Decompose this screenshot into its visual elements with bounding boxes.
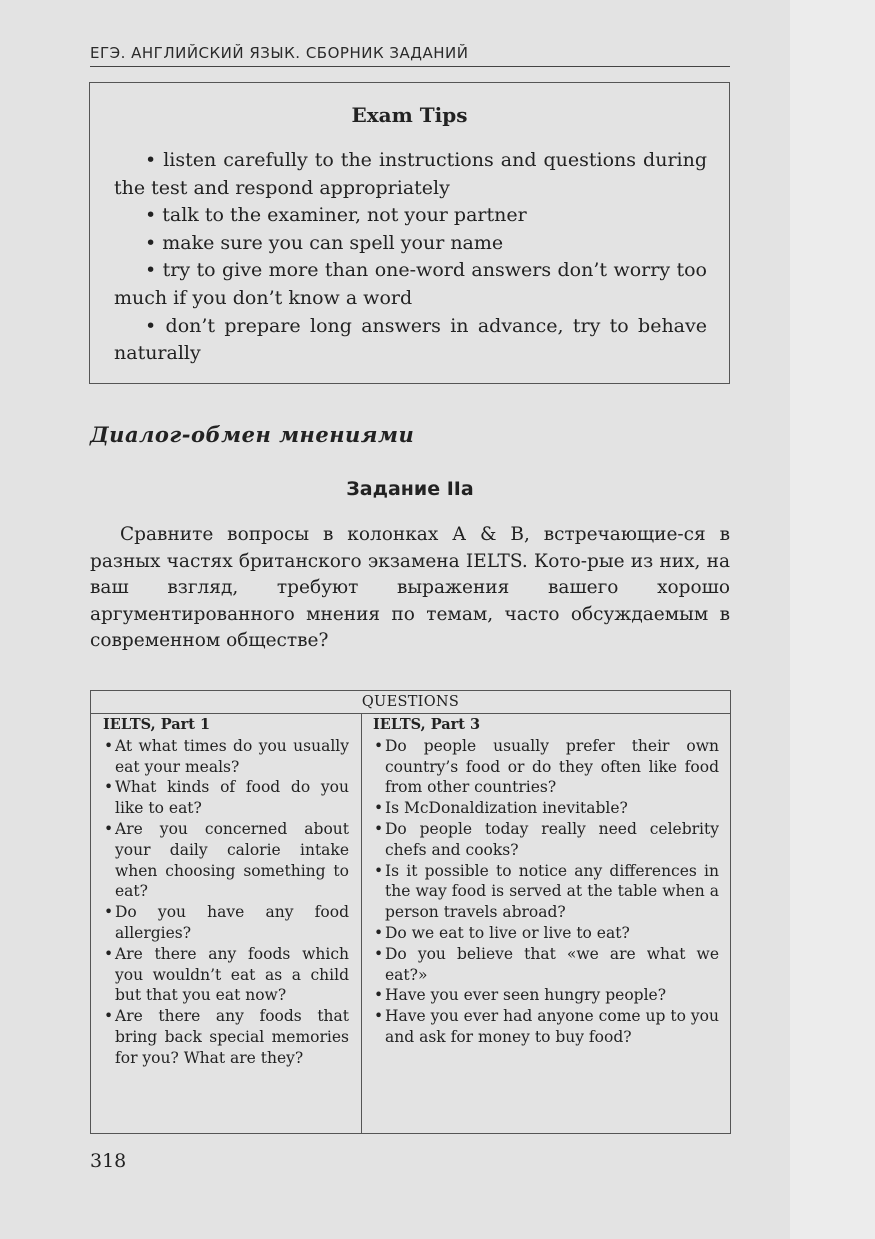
column-divider [361, 714, 362, 1133]
running-head: ЕГЭ. АНГЛИЙСКИЙ ЯЗЫК. СБОРНИК ЗАДАНИЙ [90, 44, 730, 67]
tip-item: • try to give more than one-word answers don’t worry too much if you don’t know a word [114, 259, 707, 309]
part1-column [103, 715, 349, 1133]
part3-question: • Is McDonaldization inevitable? [373, 798, 719, 819]
part1-list [103, 736, 349, 1069]
task-text: Сравните вопросы в колонках А & В, встречающие-ся в разных частях британского экзамена IELTS. Кото-рые из них, на ваш взгляд, требуют выражения вашего хорошо аргументированного мнения по темам, часто обсуждаемым в современном обществе? [90, 524, 730, 651]
exam-tips-title: Exam Tips [351, 103, 468, 127]
exam-tips-box [89, 82, 730, 384]
task-title: Задание IIa [346, 478, 474, 500]
part1-question: • Do you have any food allergies? [103, 902, 349, 944]
part1-question: • What kinds of food do you like to eat? [103, 777, 349, 819]
part1-question: • At what times do you usually eat your meals? [103, 736, 349, 778]
part3-column [373, 715, 719, 1133]
page-edge [790, 0, 875, 1239]
tip-item: • listen carefully to the instructions and questions during the test and respond appropriately [114, 149, 707, 199]
tip-item: • talk to the examiner, not your partner [145, 204, 527, 227]
part3-list [373, 736, 719, 1048]
part3-question: • Do you believe that «we are what we eat?» [373, 944, 719, 986]
part1-question: • Are there any foods that bring back special memories for you? What are they? [103, 1006, 349, 1068]
tip-item: • make sure you can spell your name [145, 231, 504, 254]
part3-question: • Do we eat to live or live to eat? [373, 923, 719, 944]
tip-item: • don’t prepare long answers in advance, try to behave naturally [114, 314, 707, 365]
part3-question: • Have you ever seen hungry people? [373, 985, 719, 1006]
page-number: 318 [90, 1150, 127, 1172]
exam-tips-list [114, 147, 707, 368]
part3-heading: IELTS, Part 3 [373, 716, 481, 733]
questions-table [90, 690, 731, 1134]
part1-heading: IELTS, Part 1 [103, 716, 211, 733]
part3-question: • Do people usually prefer their own country’s food or do they often like food from other countries? [373, 736, 719, 798]
questions-table-header: QUESTIONS [91, 691, 730, 714]
part3-question: • Is it possible to notice any differences in the way food is served at the table when a person travels abroad? [373, 861, 719, 923]
part3-question: • Have you ever had anyone come up to you and ask for money to buy food? [373, 1006, 719, 1048]
part1-question: • Are you concerned about your daily calorie intake when choosing something to eat? [103, 819, 349, 902]
section-heading: Диалог-обмен мнениями [90, 422, 415, 447]
part3-question: • Do people today really need celebrity chefs and cooks? [373, 819, 719, 861]
part1-question: • Are there any foods which you wouldn’t eat as a child but that you eat now? [103, 944, 349, 1006]
